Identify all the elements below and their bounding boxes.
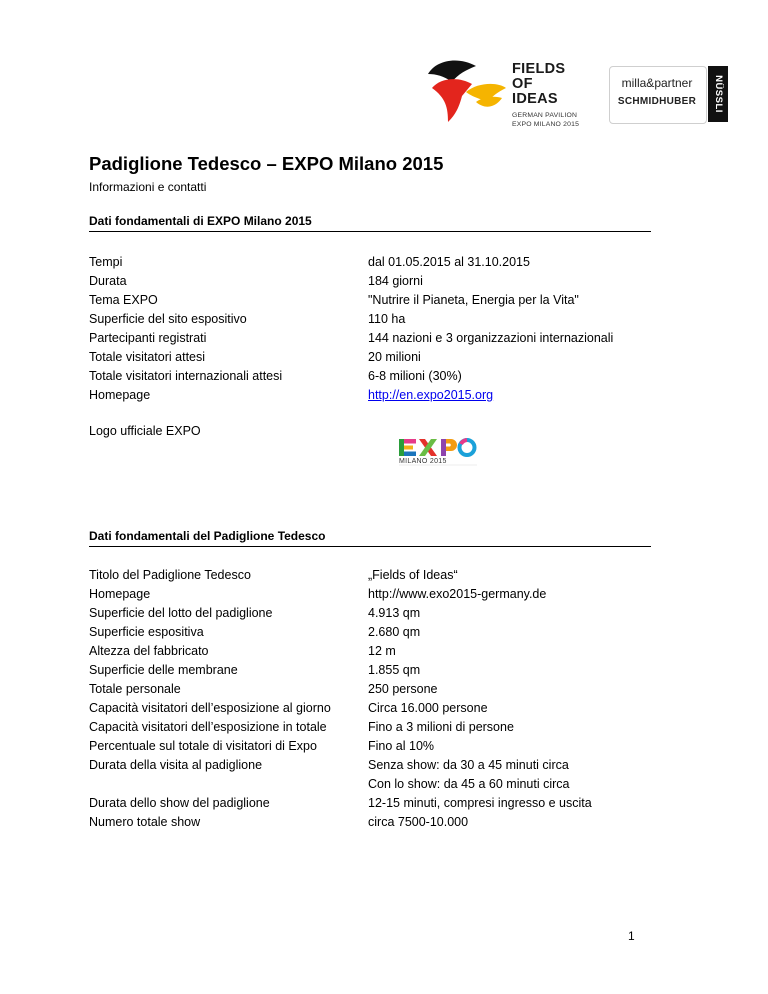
table-row <box>89 756 659 775</box>
row-value: 144 nazioni e 3 organizzazioni internazionali <box>368 331 614 345</box>
row-value: Senza show: da 30 a 45 minuti circa <box>368 758 569 772</box>
table-row <box>89 386 659 405</box>
table-row <box>89 813 659 832</box>
row-value: 110 ha <box>368 312 406 326</box>
logo-subline: GERMAN PAVILION <box>512 112 578 119</box>
row-label: Durata <box>89 274 127 288</box>
row-label: Durata della visita al padiglione <box>89 758 263 772</box>
row-label: Superficie espositiva <box>89 625 204 639</box>
row-value: Con lo show: da 45 a 60 minuti circa <box>368 777 570 791</box>
nussli-logo-text: NÜSSLI <box>713 75 724 113</box>
logo-word: FIELDS <box>512 61 566 77</box>
table-row <box>89 329 659 348</box>
table-row <box>89 604 659 623</box>
expo-homepage-link[interactable]: http://en.expo2015.org <box>368 388 494 402</box>
partner-logo-frame <box>609 66 707 124</box>
table-row <box>89 272 659 291</box>
table-row <box>89 348 659 367</box>
row-label: Durata dello show del padiglione <box>89 796 270 810</box>
table-row <box>89 794 659 813</box>
logo-subline: EXPO MILANO 2015 <box>512 120 580 128</box>
row-label: Superficie delle membrane <box>89 663 238 677</box>
row-value: Fino al 10% <box>368 739 435 753</box>
row-value: 2.680 qm <box>368 625 421 639</box>
row-value: Fino a 3 milioni di persone <box>368 720 514 734</box>
row-label: Capacità visitatori dell’esposizione in totale <box>89 720 327 734</box>
table-row <box>89 737 659 756</box>
row-value: 6-8 milioni (30%) <box>368 369 462 383</box>
row-value: 12-15 minuti, compresi ingresso e uscita <box>368 796 592 810</box>
row-label: Totale personale <box>89 682 181 696</box>
fields-of-ideas-wordmark <box>512 62 565 107</box>
row-label: Percentuale sul totale di visitatori di Expo <box>89 739 317 753</box>
row-value: http://www.exo2015-germany.de <box>368 587 547 601</box>
row-value: „Fields of Ideas“ <box>368 568 458 582</box>
row-label: Altezza del fabbricato <box>89 644 209 658</box>
row-label: Superficie del lotto del padiglione <box>89 606 273 620</box>
row-label: Capacità visitatori dell’esposizione al giorno <box>89 701 331 715</box>
section-heading-pavilion: Dati fondamentali del Padiglione Tedesco <box>89 529 651 547</box>
table-row <box>89 291 659 310</box>
partner-logo-name-2: SCHMIDHUBER <box>617 96 697 107</box>
table-row <box>89 642 659 661</box>
row-value: 184 giorni <box>368 274 423 288</box>
row-value: "Nutrire il Pianeta, Energia per la Vita" <box>368 293 579 307</box>
table-row <box>89 253 659 272</box>
table-row <box>89 367 659 386</box>
table-row <box>89 310 659 329</box>
table-row <box>89 585 659 604</box>
row-label: Tempi <box>89 255 123 269</box>
row-label: Homepage <box>89 587 151 601</box>
fields-of-ideas-subtext <box>512 112 579 129</box>
table-row <box>89 775 659 794</box>
table-row <box>89 680 659 699</box>
expo-logo-subtext: MILANO 2015 <box>399 458 447 465</box>
page-subtitle: Informazioni e contatti <box>89 180 207 194</box>
table-row <box>89 623 659 642</box>
row-label: Numero totale show <box>89 815 201 829</box>
table-row <box>89 566 659 585</box>
partner-logo-name: milla&partner <box>621 76 693 90</box>
table-row <box>89 699 659 718</box>
pavilion-facts-table <box>89 566 659 832</box>
expo-facts-table <box>89 253 659 405</box>
page-title: Padiglione Tedesco – EXPO Milano 2015 <box>89 153 444 174</box>
row-value: 4.913 qm <box>368 606 421 620</box>
row-value: 12 m <box>368 644 396 658</box>
row-label: Totale visitatori attesi <box>89 350 206 364</box>
table-row <box>89 661 659 680</box>
row-value: 20 milioni <box>368 350 421 364</box>
logo-word: IDEAS <box>512 91 558 107</box>
expo-logo-label: Logo ufficiale EXPO <box>89 424 201 438</box>
row-label: Superficie del sito espositivo <box>89 312 247 326</box>
row-label <box>89 775 368 794</box>
row-label: Totale visitatori internazionali attesi <box>89 369 283 383</box>
table-row <box>89 718 659 737</box>
row-value: circa 7500-10.000 <box>368 815 469 829</box>
row-value: 250 persone <box>368 682 438 696</box>
page-number: 1 <box>628 929 635 943</box>
row-value: Circa 16.000 persone <box>368 701 488 715</box>
section-heading-expo: Dati fondamentali di EXPO Milano 2015 <box>89 214 651 232</box>
row-label: Homepage <box>89 388 151 402</box>
row-label: Titolo del Padiglione Tedesco <box>89 568 251 582</box>
row-label: Tema EXPO <box>89 293 158 307</box>
row-label: Partecipanti registrati <box>89 331 207 345</box>
logo-word: OF <box>512 76 533 92</box>
row-value: dal 01.05.2015 al 31.10.2015 <box>368 255 530 269</box>
row-value: 1.855 qm <box>368 663 421 677</box>
